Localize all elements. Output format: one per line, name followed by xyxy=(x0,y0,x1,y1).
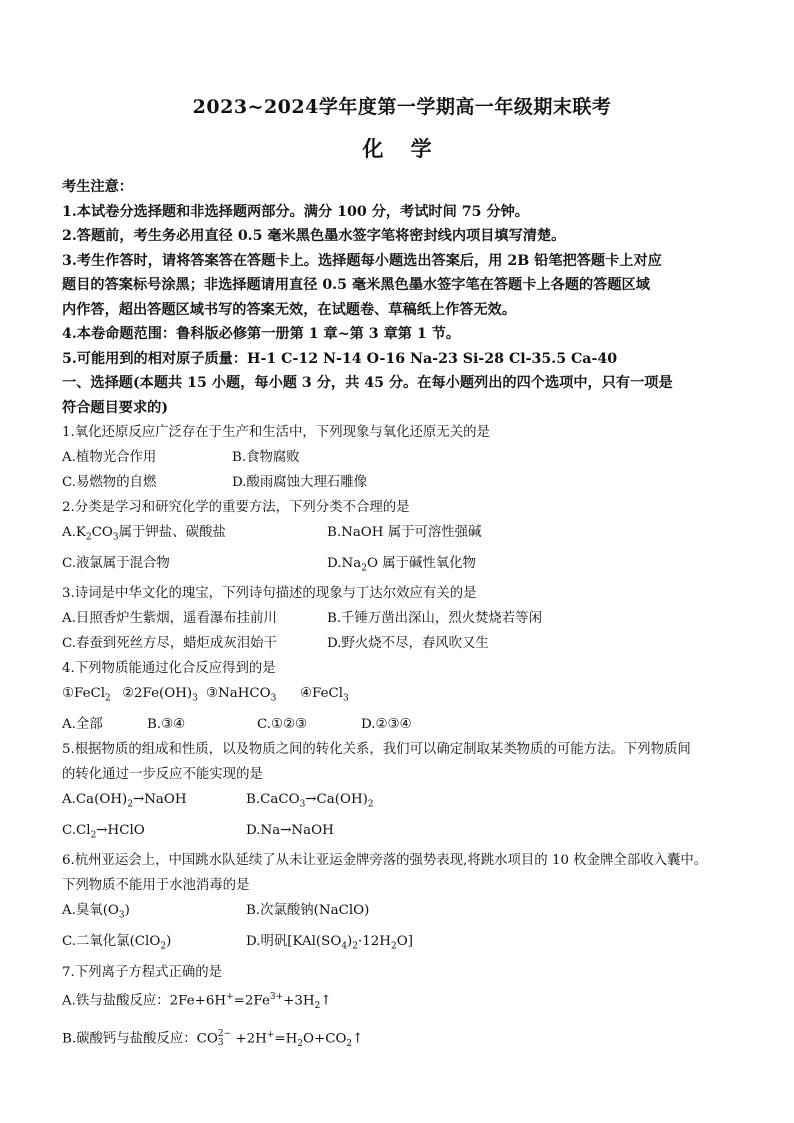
subject-title: 化 学 xyxy=(362,136,442,161)
option-a: A.植物光合作用 xyxy=(62,450,157,465)
option-a: A.全部 xyxy=(62,717,103,733)
option-b: $B.CaCO_3\to Ca(OH)_2$ xyxy=(246,792,374,810)
option-b: B.食物腐败 xyxy=(232,450,300,465)
option-b: B.③④ xyxy=(147,717,186,733)
option-c: C.易燃物的自燃 xyxy=(62,475,157,490)
option-a: $A.Ca(OH)_2\to NaOH$ xyxy=(62,792,187,810)
option-d: D.明矾$[KAl(SO_4)_2\cdot 12H_2O]$ xyxy=(246,934,413,952)
option-a: A.铁与盐酸反应：$2Fe+6H^+=2Fe^{3+}+3H_2↑$ xyxy=(62,991,332,1011)
option-d: D.②③④ xyxy=(361,717,412,733)
item-1: ①FeCl$_2$ xyxy=(62,686,111,705)
question-5-options xyxy=(62,787,742,818)
option-b: B.千锤万凿出深山，烈火焚烧若等闲 xyxy=(327,611,542,627)
question-1-stem: 1.氧化还原反应广泛存在于生产和生活中，下列现象与氧化还原无关的是 xyxy=(62,425,490,440)
question-5-options xyxy=(62,818,742,849)
section-heading-cont: 符合题目要求的) xyxy=(62,399,169,416)
notice-item: 内作答，超出答题区域书写的答案无效，在试题卷、草稿纸上作答无效。 xyxy=(62,301,517,318)
option-d: D.Na→NaOH xyxy=(246,822,334,838)
notice-item: 3.考生作答时，请将答案答在答题卡上。选择题每小题选出答案后，用 2B 铅笔把答题卡上对应 xyxy=(62,252,662,269)
question-3-options xyxy=(62,606,742,631)
notice-item: 1.本试卷分选择题和非选择题两部分。满分 100 分，考试时间 75 分钟。 xyxy=(62,203,529,220)
question-2-options xyxy=(62,520,742,551)
question-5-stem: 5.根据物质的组成和性质，以及物质之间的转化关系，我们可以确定制取某类物质的可能方法。下列物质间 xyxy=(62,742,691,758)
question-7-stem: 7.下列离子方程式正确的是 xyxy=(62,964,223,980)
notice-heading: 考生注意： xyxy=(62,179,133,195)
question-6-options xyxy=(62,929,742,960)
option-d: D.酸雨腐蚀大理石雕像 xyxy=(232,475,368,490)
exam-title: 2023~2024学年度第一学期高一年级期末联考 xyxy=(192,96,612,118)
option-a: A.臭氧$(O_3)$ xyxy=(62,903,130,922)
question-6-options xyxy=(62,898,742,929)
item-3: ③NaHCO$_3$ xyxy=(206,686,277,705)
question-6-stem-cont: 下列物质不能用于水池消毒的是 xyxy=(62,878,250,894)
question-4-stem: 4.下列物质能通过化合反应得到的是 xyxy=(62,661,276,677)
option-c: C.春蚕到死丝方尽，蜡炬成灰泪始干 xyxy=(62,636,277,652)
question-4-options xyxy=(62,712,742,737)
notice-item: 2.答题前，考生务必用直径 0.5 毫米黑色墨水签字笔将密封线内项目填写清楚。 xyxy=(62,228,566,244)
option-a: $A.K_2CO_3$属于钾盐、碳酸盐 xyxy=(62,525,226,543)
notice-item: 4.本卷命题范围：鲁科版必修第一册第 1 章~第 3 章第 1 节。 xyxy=(62,326,461,342)
question-1-options xyxy=(62,445,742,470)
option-a: A.日照香炉生紫烟，遥看瀑布挂前川 xyxy=(62,611,277,627)
notice-item: 题目的答案标号涂黑；非选择题请用直径 0.5 毫米黑色墨水签字笔在答题卡上各题的答题区域 xyxy=(62,277,650,293)
option-c: C.二氧化氯(ClO$_2$) xyxy=(62,934,172,952)
option-c: C.液氯属于混合物 xyxy=(62,555,170,571)
question-1-options xyxy=(62,470,742,495)
option-c: C.①②③ xyxy=(257,717,308,733)
option-c: $C.Cl_2\to HClO$ xyxy=(62,822,145,841)
question-5-stem-cont: 的转化通过一步反应不能实现的是 xyxy=(62,767,263,783)
option-b: B.次氯酸钠(NaClO) xyxy=(246,903,370,919)
option-b: B.NaOH 属于可溶性强碱 xyxy=(327,525,482,540)
section-heading: 一、选择题(本题共 15 小题，每小题 3 分，共 45 分。在每小题列出的四个选项中，只有一项是 xyxy=(62,375,673,391)
exam-page xyxy=(62,92,742,1057)
question-2-stem: 2.分类是学习和研究化学的重要方法，下列分类不合理的是 xyxy=(62,500,410,515)
option-b: B.碳酸钙与盐酸反应：CO 2− 3 $+2H^+=H_2O+CO_2↑$ xyxy=(62,1028,364,1049)
notice-item: 5.可能用到的相对原子质量：H-1 C-12 N-14 O-16 Na-23 Si-28 Cl-35.5 Ca-40 xyxy=(62,350,618,367)
question-2-options xyxy=(62,551,742,582)
exam-notice xyxy=(62,175,742,371)
item-2: $②2Fe(OH)_3$ xyxy=(122,686,198,705)
option-d: $D.Na_2O$ 属于碱性氧化物 xyxy=(327,555,476,574)
option-d: D.野火烧不尽，春风吹又生 xyxy=(327,636,489,652)
question-3-stem: 3.诗词是中华文化的瑰宝，下列诗句描述的现象与丁达尔效应有关的是 xyxy=(62,586,477,602)
question-3-options xyxy=(62,631,742,656)
question-6-stem: 6.杭州亚运会上，中国跳水队延续了从未让亚运金牌旁落的强势表现,将跳水项目的 10 枚金牌全部收入囊中。 xyxy=(62,853,708,869)
question-4-items xyxy=(62,681,742,712)
item-4: ④FeCl$_3$ xyxy=(300,686,349,705)
